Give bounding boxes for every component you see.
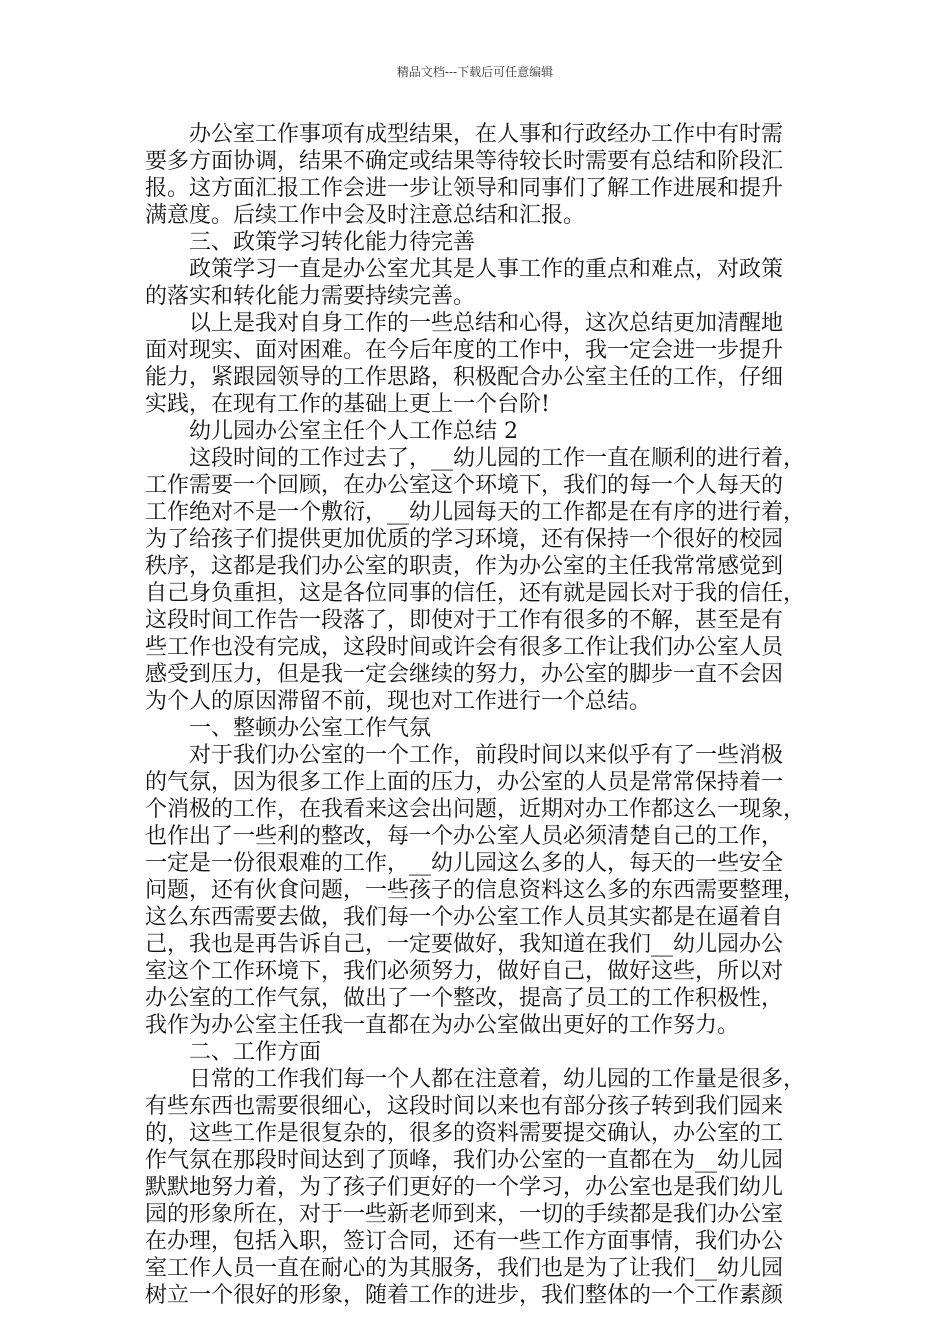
text-line: 室工作人员一直在耐心的为其服务，我们也是为了让我们__幼儿园 <box>145 1256 784 1281</box>
text-line: 为了给孩子们提供更加优质的学习环境，还有保持一个很好的校园 <box>145 527 784 552</box>
text-line: 我作为办公室主任我一直都在为办公室做出更好的工作努力。 <box>145 1013 740 1038</box>
text-line: 己，我也是再告诉自己，一定要做好，我知道在我们__幼儿园办公 <box>145 932 784 957</box>
text-line: 有些东西也需要很细心，这段时间以来也有部分孩子转到我们园来 <box>145 1094 784 1119</box>
text-line: 作气氛在那段时间达到了顶峰，我们办公室的一直都在为__幼儿园 <box>145 1148 784 1173</box>
text-line: 实践，在现有工作的基础上更上一个台阶! <box>145 392 550 417</box>
text-line: 工作绝对不是一个敷衍，__幼儿园每天的工作都是在有序的进行着， <box>145 500 806 525</box>
text-line: 日常的工作我们每一个人都在注意着，幼儿园的工作量是很多， <box>145 1067 806 1092</box>
text-line: 工作需要一个回顾，在办公室这个环境下，我们的每一个人每天的 <box>145 473 784 498</box>
text-line: 这段时间工作告一段落了，即使对于工作有很多的不解，甚至是有 <box>145 608 784 633</box>
text-line: 政策学习一直是办公室尤其是人事工作的重点和难点，对政策 <box>145 257 784 282</box>
text-line: 感受到压力，但是我一定会继续的努力，办公室的脚步一直不会因 <box>145 662 784 687</box>
text-line: 办公室工作事项有成型结果，在人事和行政经办工作中有时需 <box>145 122 784 147</box>
text-line: 办公室的工作气氛，做出了一个整改，提高了员工的工作积极性， <box>145 986 784 1011</box>
text-line: 个消极的工作，在我看来这会出问题，近期对办工作都这么一现象， <box>145 797 806 822</box>
text-line: 幼儿园办公室主任个人工作总结 2 <box>145 419 518 444</box>
text-line: 为个人的原因滞留不前，现也对工作进行一个总结。 <box>145 689 652 714</box>
text-line: 报。这方面汇报工作会进一步让领导和同事们了解工作进展和提升 <box>145 176 784 201</box>
text-line: 对于我们办公室的一个工作，前段时间以来似乎有了一些消极 <box>145 743 784 768</box>
text-line: 这么东西需要去做，我们每一个办公室工作人员其实都是在逼着自 <box>145 905 784 930</box>
text-line: 的，这些工作是很复杂的，很多的资料需要提交确认，办公室的工 <box>145 1121 784 1146</box>
text-line: 一、整顿办公室工作气氛 <box>145 716 432 741</box>
text-line: 的落实和转化能力需要持续完善。 <box>145 284 476 309</box>
text-line: 秩序，这都是我们办公室的职责，作为办公室的主任我常常感觉到 <box>145 554 784 579</box>
text-line: 在办理，包括入职，签订合同，还有一些工作方面事情，我们办公 <box>145 1229 784 1254</box>
text-line: 这段时间的工作过去了，__幼儿园的工作一直在顺利的进行着， <box>145 446 806 471</box>
text-line: 些工作也没有完成，这段时间或许会有很多工作让我们办公室人员 <box>145 635 784 660</box>
text-line: 也作出了一些利的整改，每一个办公室人员必须清楚自己的工作， <box>145 824 784 849</box>
text-line: 默默地努力着，为了孩子们更好的一个学习，办公室也是我们幼儿 <box>145 1175 784 1200</box>
text-line: 问题，还有伙食问题，一些孩子的信息资料这么多的东西需要整理， <box>145 878 806 903</box>
text-line: 树立一个很好的形象，随着工作的进步，我们整体的一个工作素颜 <box>145 1283 784 1308</box>
text-line: 二、工作方面 <box>145 1040 322 1065</box>
text-line: 要多方面协调，结果不确定或结果等待较长时需要有总结和阶段汇 <box>145 149 784 174</box>
text-line: 三、政策学习转化能力待完善 <box>145 230 476 255</box>
text-line: 以上是我对自身工作的一些总结和心得，这次总结更加清醒地 <box>145 311 784 336</box>
text-line: 一定是一份很艰难的工作，__幼儿园这么多的人，每天的一些安全 <box>145 851 784 876</box>
text-line: 能力，紧跟园领导的工作思路，积极配合办公室主任的工作，仔细 <box>145 365 784 390</box>
document-body <box>145 121 812 1309</box>
text-line: 自己身负重担，这是各位同事的信任，还有就是园长对于我的信任， <box>145 581 806 606</box>
text-line: 园的形象所在，对于一些新老师到来，一切的手续都是我们办公室 <box>145 1202 784 1227</box>
page-header: 精品文档---下载后可任意编辑 <box>396 65 554 79</box>
text-line: 面对现实、面对困难。在今后年度的工作中，我一定会进一步提升 <box>145 338 784 363</box>
text-line: 满意度。后续工作中会及时注意总结和汇报。 <box>145 203 586 228</box>
text-line: 的气氛，因为很多工作上面的压力，办公室的人员是常常保持着一 <box>145 770 784 795</box>
text-line: 室这个工作环境下，我们必须努力，做好自己，做好这些，所以对 <box>145 959 784 984</box>
